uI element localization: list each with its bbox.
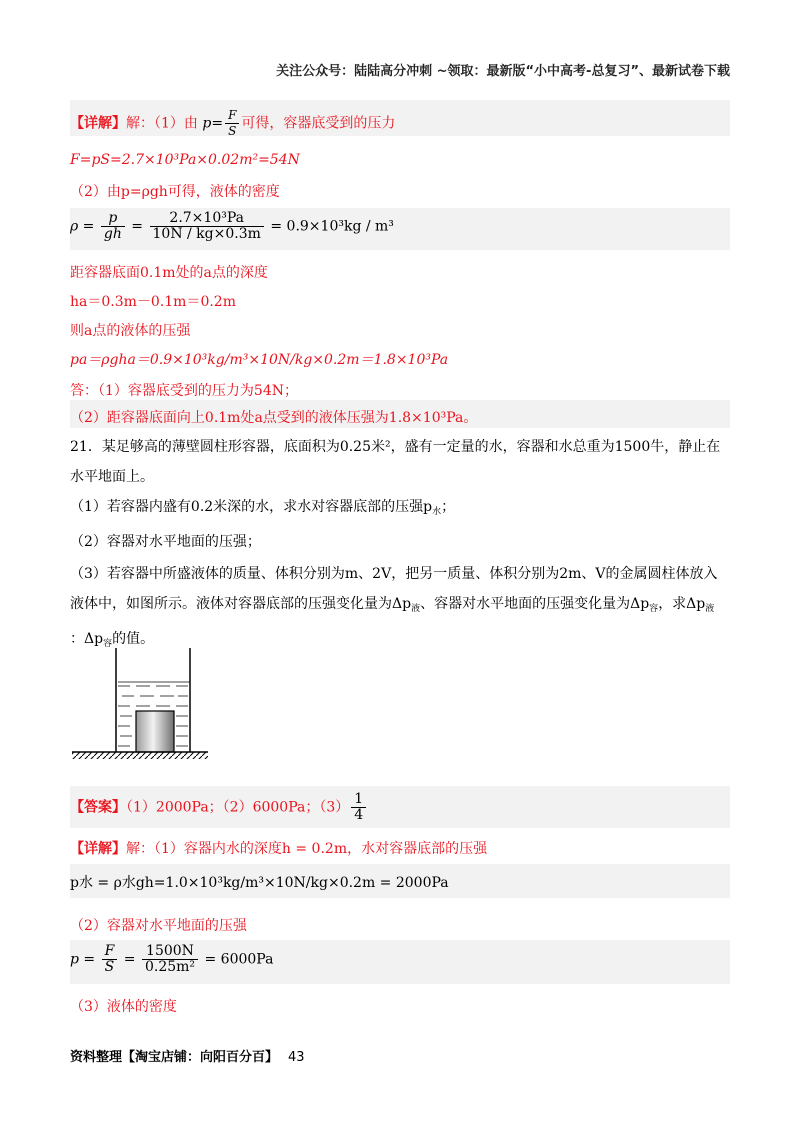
solution-text: 可得，容器底受到的压力	[241, 115, 396, 132]
answer-fraction: $\frac{1}{4}$	[351, 792, 366, 823]
solution-line: （2）容器对水平地面的压强	[70, 918, 247, 934]
answer-tag: 【答案】	[70, 799, 126, 816]
question-part: （3）若容器中所盛液体的质量、体积分别为m、2V，把另一质量、体积分别为2m、V的金属圆柱体放入	[70, 566, 718, 582]
question-21	[70, 432, 730, 659]
pressure-result: = 6000Pa	[204, 951, 274, 968]
solution-tag: 【详解】	[70, 115, 126, 132]
formula-var: p	[202, 115, 212, 132]
solution-line: 【详解】解：（1）由 p= $\frac{F}{S}$ 可得，容器底受到的压力	[70, 108, 396, 138]
page-footer: 资料整理【淘宝店铺：向阳百分百】 43	[70, 1050, 305, 1065]
density-formula: ρ = $\frac{p}{gh}$ = $\frac{\text{2.7×10³Pa}}{10N / kg\times 0.3m}$ = 0.9×10³kg / m³	[70, 210, 394, 242]
container-diagram	[70, 648, 210, 760]
pressure-result: pa＝ρgha＝0.9×10³kg/m³×10N/kg×0.2m＝1.8×10³Pa	[70, 352, 449, 368]
answer-line: 答：（1）容器底受到的压力为54N；	[70, 383, 298, 399]
solution-line: 【详解】解：（1）容器内水的深度h = 0.2m，水对容器底部的压强	[70, 841, 488, 857]
page-number: 43	[288, 1050, 305, 1065]
answer-line: （2）距容器底面向上0.1m处a点受到的液体压强为1.8×10³Pa。	[70, 410, 478, 426]
metal-cylinder	[136, 711, 174, 752]
solution-line: 则a点的液体的压强	[70, 323, 191, 339]
formula-fraction: $\frac{F}{S}$	[225, 108, 239, 139]
solution-tag: 【详解】	[70, 841, 126, 857]
question-part: （2）容器对水平地面的压强；	[70, 534, 261, 550]
question-part: ：$\Delta p_容$的值。	[70, 631, 155, 649]
water-pressure-formula: p水 = ρ水gh=1.0×10³kg/m³×10N/kg×0.2m = 2000Pa	[70, 875, 449, 891]
page-header: 关注公众号：陆陆高分冲刺 ~领取：最新版“小中高考-总复习”、最新试卷下载	[276, 64, 730, 79]
ground-hatch	[72, 752, 208, 759]
question-stem: 21．某足够高的薄壁圆柱形容器，底面积为0.25米²，盛有一定量的水，容器和水总重为1500牛，静止在	[70, 439, 721, 455]
solution-line: 距容器底面0.1m处的a点的深度	[70, 265, 268, 281]
formula-fraction: $\frac{\text{2.7×10³Pa}}{10N / kg\times 0.3m}$	[150, 211, 264, 242]
question-part: （1）若容器内盛有0.2米深的水，求水对容器底部的压强$p_水$；	[70, 499, 456, 517]
solution-line: （3）液体的密度	[70, 999, 177, 1015]
answer-line: 【答案】（1）2000Pa；（2）6000Pa；（3） $\frac{1}{4}$	[70, 792, 368, 823]
solution-text: 解：（1）由	[126, 115, 198, 132]
solution-line: （2）由p=ρgh可得，液体的密度	[70, 184, 280, 200]
density-result: = 0.9×10³kg / m³	[270, 218, 394, 235]
question-part: 液体中，如图所示。液体对容器底部的压强变化量为$\Delta p_液$、容器对水平地面的压强变化量为$\Delta p_容$，求$\Delta p_液$	[70, 596, 715, 614]
formula-fraction: $\frac{F}{S}$	[102, 944, 118, 975]
force-result: F=pS=2.7×10³Pa×0.02m²=54N	[70, 152, 300, 168]
solution-line: ha＝0.3m－0.1m＝0.2m	[70, 294, 236, 310]
formula-fraction: $\frac{p}{gh}$	[101, 211, 125, 242]
formula-fraction: $\frac{1500N}{\text{0.25m²}}$	[142, 944, 198, 975]
ground-pressure-formula: p = $\frac{F}{S}$ = $\frac{1500N}{\text{0.25m²}}$ = 6000Pa	[70, 943, 274, 975]
question-stem: 水平地面上。	[70, 469, 154, 485]
